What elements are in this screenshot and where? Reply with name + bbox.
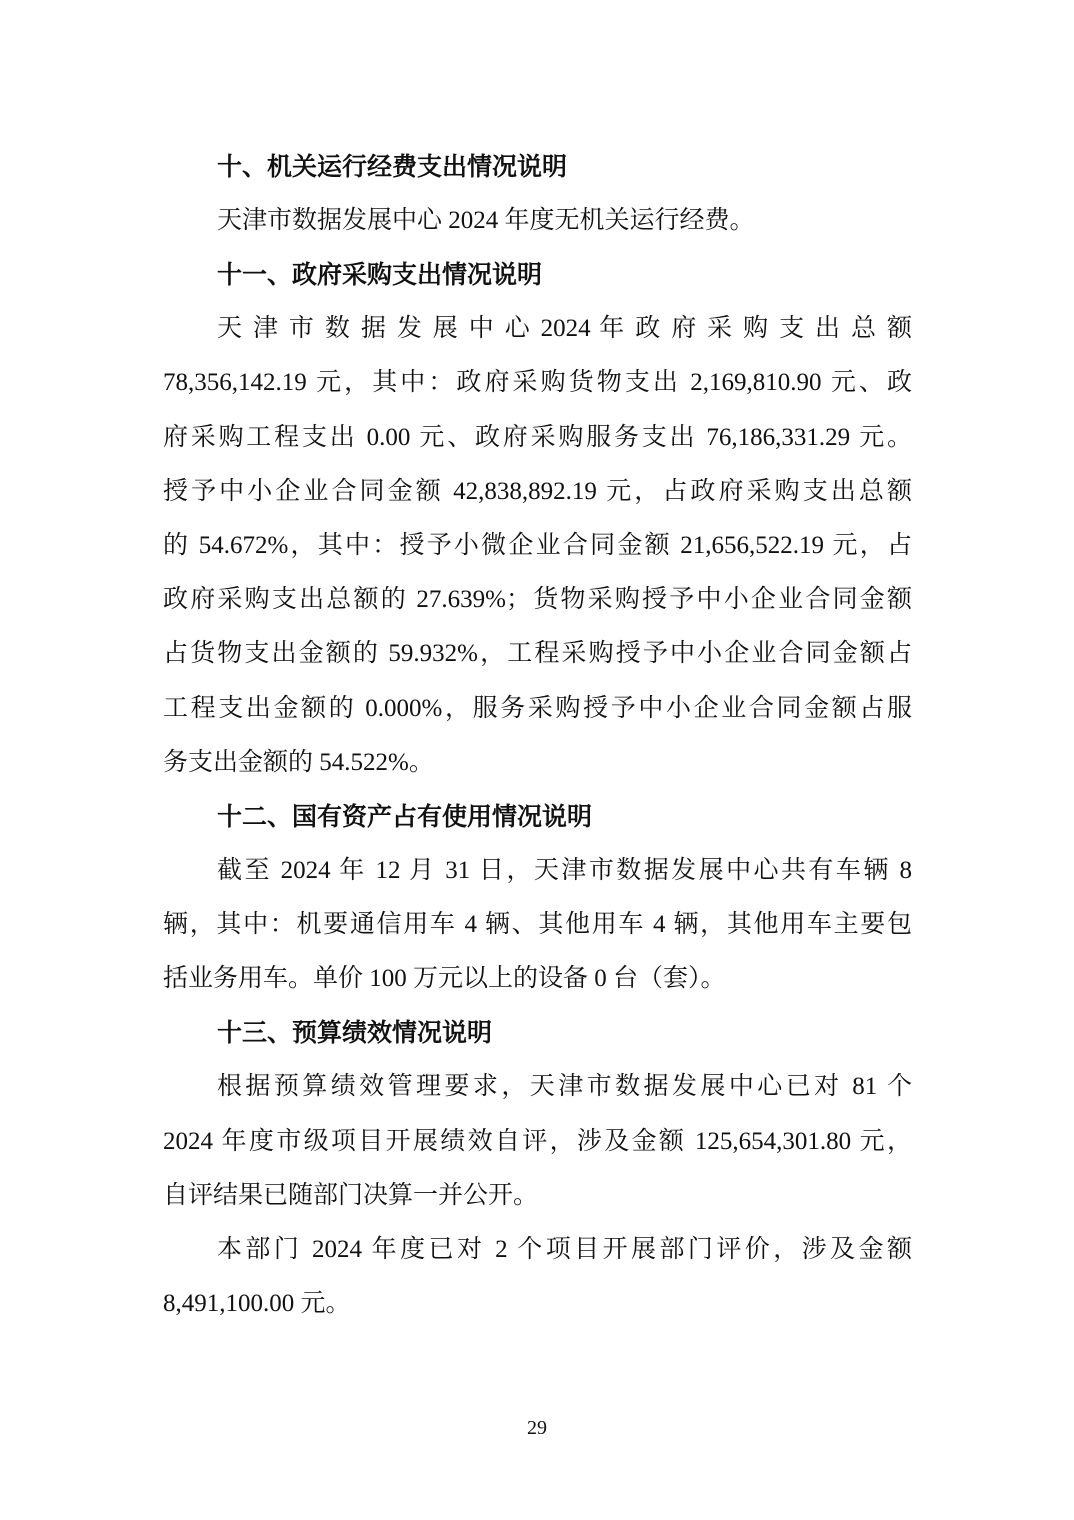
section-heading-10: 十、机关运行经费支出情况说明 (217, 152, 568, 181)
paragraph-line: 本部门 2024 年度已对 2 个项目开展部门评价，涉及金额 (217, 1236, 912, 1263)
paragraph-line: 辆，其中：机要通信用车 4 辆、其他用车 4 辆，其他用车主要包 (163, 911, 912, 939)
paragraph-line: 8,491,100.00 元。 (163, 1290, 351, 1318)
paragraph-line: 的 54.672%，其中：授予小微企业合同金额 21,656,522.19 元，占 (163, 531, 912, 559)
paragraph-line: 78,356,142.19 元，其中：政府采购货物支出 2,169,810.90 元、政 (163, 369, 912, 397)
section-13-paragraph-1 (163, 1060, 912, 1223)
section-heading-11: 十一、政府采购支出情况说明 (217, 260, 543, 290)
paragraph-line: 天 津 市 数 据 发 展 中 心 2024 年 政 府 采 购 支 出 总 额 (217, 315, 912, 343)
paragraph-line: 根据预算绩效管理要求，天津市数据发展中心已对 81 个 (217, 1073, 912, 1101)
section-12-paragraph (163, 844, 912, 1007)
paragraph-line: 政府采购支出总额的 27.639%；货物采购授予中小企业合同金额 (163, 586, 912, 614)
paragraph-line: 括业务用车。单价 100 万元以上的设备 0 台（套）。 (163, 965, 726, 993)
paragraph-line: 2024 年度市级项目开展绩效自评，涉及金额 125,654,301.80 元， (163, 1127, 912, 1155)
paragraph-line: 工程支出金额的 0.000%，服务采购授予中小企业合同金额占服 (163, 694, 912, 722)
section-heading-13: 十三、预算绩效情况说明 (217, 1018, 493, 1048)
paragraph-line: 占货物支出金额的 59.932%，工程采购授予中小企业合同金额占 (163, 640, 912, 668)
paragraph-line: 自评结果已随部门决算一并公开。 (163, 1181, 539, 1209)
paragraph-line: 天津市数据发展中心 2024 年度无机关运行经费。 (217, 207, 755, 234)
paragraph-line: 授予中小企业合同金额 42,838,892.19 元，占政府采购支出总额 (163, 477, 912, 505)
paragraph-line: 截至 2024 年 12 月 31 日，天津市数据发展中心共有车辆 8 (217, 856, 912, 884)
paragraph-line: 务支出金额的 54.522%。 (163, 748, 434, 776)
section-13-paragraph-2 (163, 1223, 912, 1331)
page-number: 29 (527, 1417, 547, 1439)
document-page (163, 140, 912, 1331)
paragraph-line: 府采购工程支出 0.00 元、政府采购服务支出 76,186,331.29 元。 (163, 423, 912, 451)
section-heading-12: 十二、国有资产占有使用情况说明 (217, 801, 593, 831)
section-11-paragraph (163, 302, 912, 790)
section-10-paragraph (163, 194, 912, 248)
